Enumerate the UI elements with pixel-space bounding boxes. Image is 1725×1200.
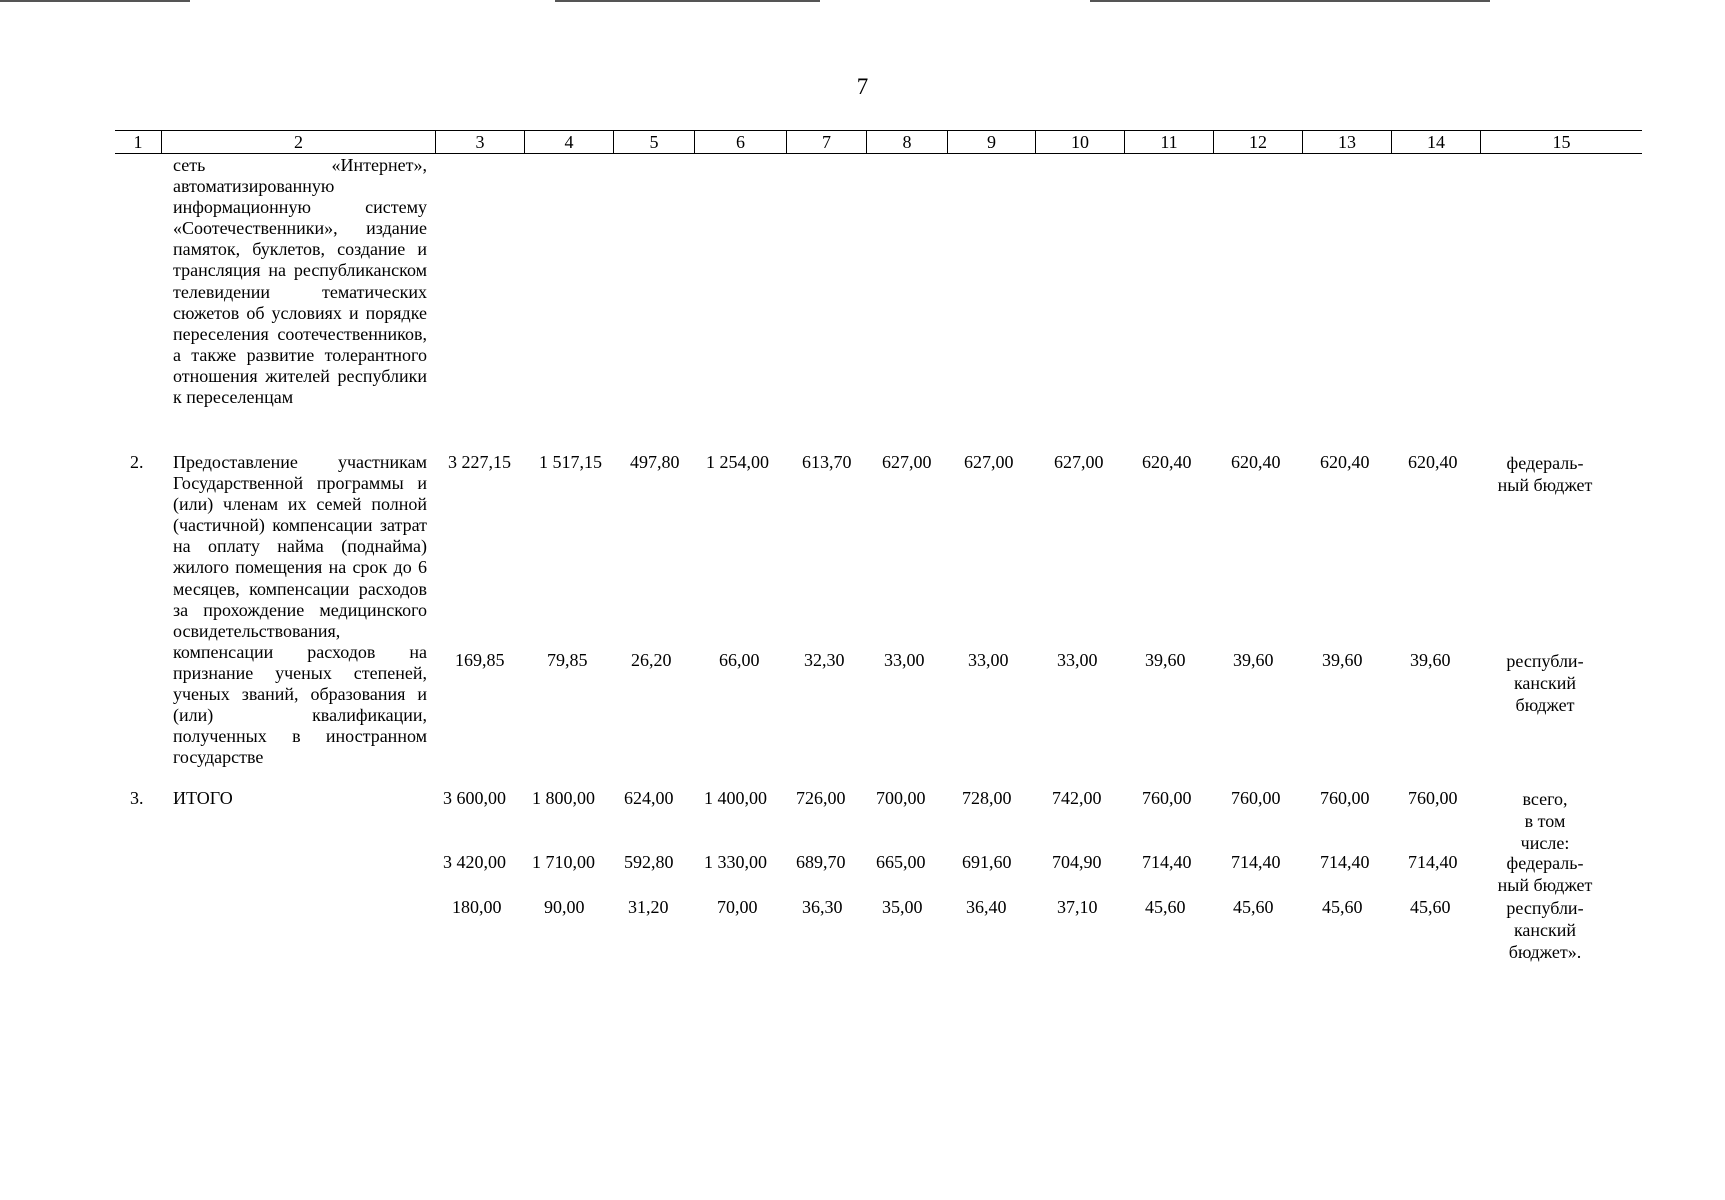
- value-cell: 760,00: [1231, 788, 1281, 808]
- funding-source: республи- канский бюджет: [1506, 651, 1584, 715]
- value-cell: 36,30: [802, 897, 843, 917]
- value-cell: 39,60: [1145, 650, 1186, 670]
- row-number: 2.: [130, 452, 144, 472]
- column-number: 2: [162, 131, 436, 153]
- value-cell: 714,40: [1320, 852, 1370, 872]
- row-description: сеть «Интернет», автоматизированную информационную систему «Соотечественники», издание памяток, буклетов, создание и трансляция на республиканском телевидении тематических сюжетов об условиях и порядке переселения соотечественников, а также развитие толерантного отношения жителей республики к переселенцам: [173, 155, 427, 408]
- value-cell: 90,00: [544, 897, 585, 917]
- column-number: 6: [695, 131, 787, 153]
- value-cell: 624,00: [624, 788, 674, 808]
- value-cell: 39,60: [1233, 650, 1274, 670]
- column-number: 5: [614, 131, 695, 153]
- value-cell: 1 254,00: [706, 452, 769, 472]
- value-cell: 714,40: [1231, 852, 1281, 872]
- scan-edge-line: [0, 0, 190, 2]
- value-cell: 70,00: [717, 897, 758, 917]
- value-cell: 35,00: [882, 897, 923, 917]
- value-cell: 592,80: [624, 852, 674, 872]
- funding-source: федераль- ный бюджет: [1497, 453, 1593, 495]
- funding-source: федераль- ный бюджет: [1497, 853, 1593, 895]
- page-number: 7: [856, 74, 869, 99]
- value-cell: 742,00: [1052, 788, 1102, 808]
- column-number: 14: [1392, 131, 1481, 153]
- value-cell: 497,80: [630, 452, 680, 472]
- value-cell: 33,00: [968, 650, 1009, 670]
- column-number: 8: [867, 131, 948, 153]
- value-cell: 665,00: [876, 852, 926, 872]
- column-number: 12: [1214, 131, 1303, 153]
- column-number: 9: [948, 131, 1036, 153]
- row-description: ИТОГО: [173, 788, 233, 808]
- value-cell: 1 330,00: [704, 852, 767, 872]
- value-cell: 700,00: [876, 788, 926, 808]
- value-cell: 627,00: [964, 452, 1014, 472]
- value-cell: 36,40: [966, 897, 1007, 917]
- value-cell: 620,40: [1408, 452, 1458, 472]
- value-cell: 45,60: [1322, 897, 1363, 917]
- scan-edge-line: [1090, 0, 1490, 2]
- column-number: 15: [1552, 132, 1571, 152]
- row-description: Предоставление участникам Государственной программы и (или) членам их семей полной (частичной) компенсации затрат на оплату найма (поднайма) жилого помещения на срок до 6 месяцев, компенсации расходов за прохождение медицинского освидетельствования, компенсации расходов на признание ученых степеней, ученых званий, образования и (или) квалификации, полученных в иностранном государстве: [173, 452, 427, 768]
- column-number: 4: [525, 131, 614, 153]
- value-cell: 39,60: [1322, 650, 1363, 670]
- value-cell: 37,10: [1057, 897, 1098, 917]
- table-column-header: [115, 130, 1642, 154]
- value-cell: 726,00: [796, 788, 846, 808]
- value-cell: 45,60: [1410, 897, 1451, 917]
- column-number: 11: [1125, 131, 1214, 153]
- value-cell: 45,60: [1145, 897, 1186, 917]
- value-cell: 169,85: [455, 650, 505, 670]
- value-cell: 728,00: [962, 788, 1012, 808]
- value-cell: 39,60: [1410, 650, 1451, 670]
- value-cell: 33,00: [1057, 650, 1098, 670]
- value-cell: 760,00: [1142, 788, 1192, 808]
- value-cell: 26,20: [631, 650, 672, 670]
- value-cell: 79,85: [547, 650, 588, 670]
- value-cell: 620,40: [1231, 452, 1281, 472]
- value-cell: 1 710,00: [532, 852, 595, 872]
- funding-source: республи- канский бюджет».: [1506, 898, 1584, 962]
- value-cell: 613,70: [802, 452, 852, 472]
- value-cell: 3 600,00: [443, 788, 506, 808]
- value-cell: 691,60: [962, 852, 1012, 872]
- value-cell: 33,00: [884, 650, 925, 670]
- value-cell: 714,40: [1408, 852, 1458, 872]
- value-cell: 1 400,00: [704, 788, 767, 808]
- value-cell: 620,40: [1320, 452, 1370, 472]
- value-cell: 3 420,00: [443, 852, 506, 872]
- column-number: 3: [436, 131, 525, 153]
- value-cell: 32,30: [804, 650, 845, 670]
- value-cell: 714,40: [1142, 852, 1192, 872]
- value-cell: 1 800,00: [532, 788, 595, 808]
- column-number: 10: [1036, 131, 1125, 153]
- scan-edge-line: [555, 0, 820, 2]
- row-number: 3.: [130, 788, 144, 808]
- column-number: 13: [1303, 131, 1392, 153]
- value-cell: 66,00: [719, 650, 760, 670]
- funding-source: всего, в том числе:: [1520, 789, 1570, 853]
- value-cell: 704,90: [1052, 852, 1102, 872]
- value-cell: 627,00: [882, 452, 932, 472]
- value-cell: 3 227,15: [448, 452, 511, 472]
- value-cell: 627,00: [1054, 452, 1104, 472]
- value-cell: 689,70: [796, 852, 846, 872]
- column-number: 7: [787, 131, 867, 153]
- value-cell: 760,00: [1320, 788, 1370, 808]
- value-cell: 620,40: [1142, 452, 1192, 472]
- value-cell: 180,00: [452, 897, 502, 917]
- value-cell: 760,00: [1408, 788, 1458, 808]
- value-cell: 31,20: [628, 897, 669, 917]
- column-number: 1: [115, 131, 162, 153]
- value-cell: 1 517,15: [539, 452, 602, 472]
- value-cell: 45,60: [1233, 897, 1274, 917]
